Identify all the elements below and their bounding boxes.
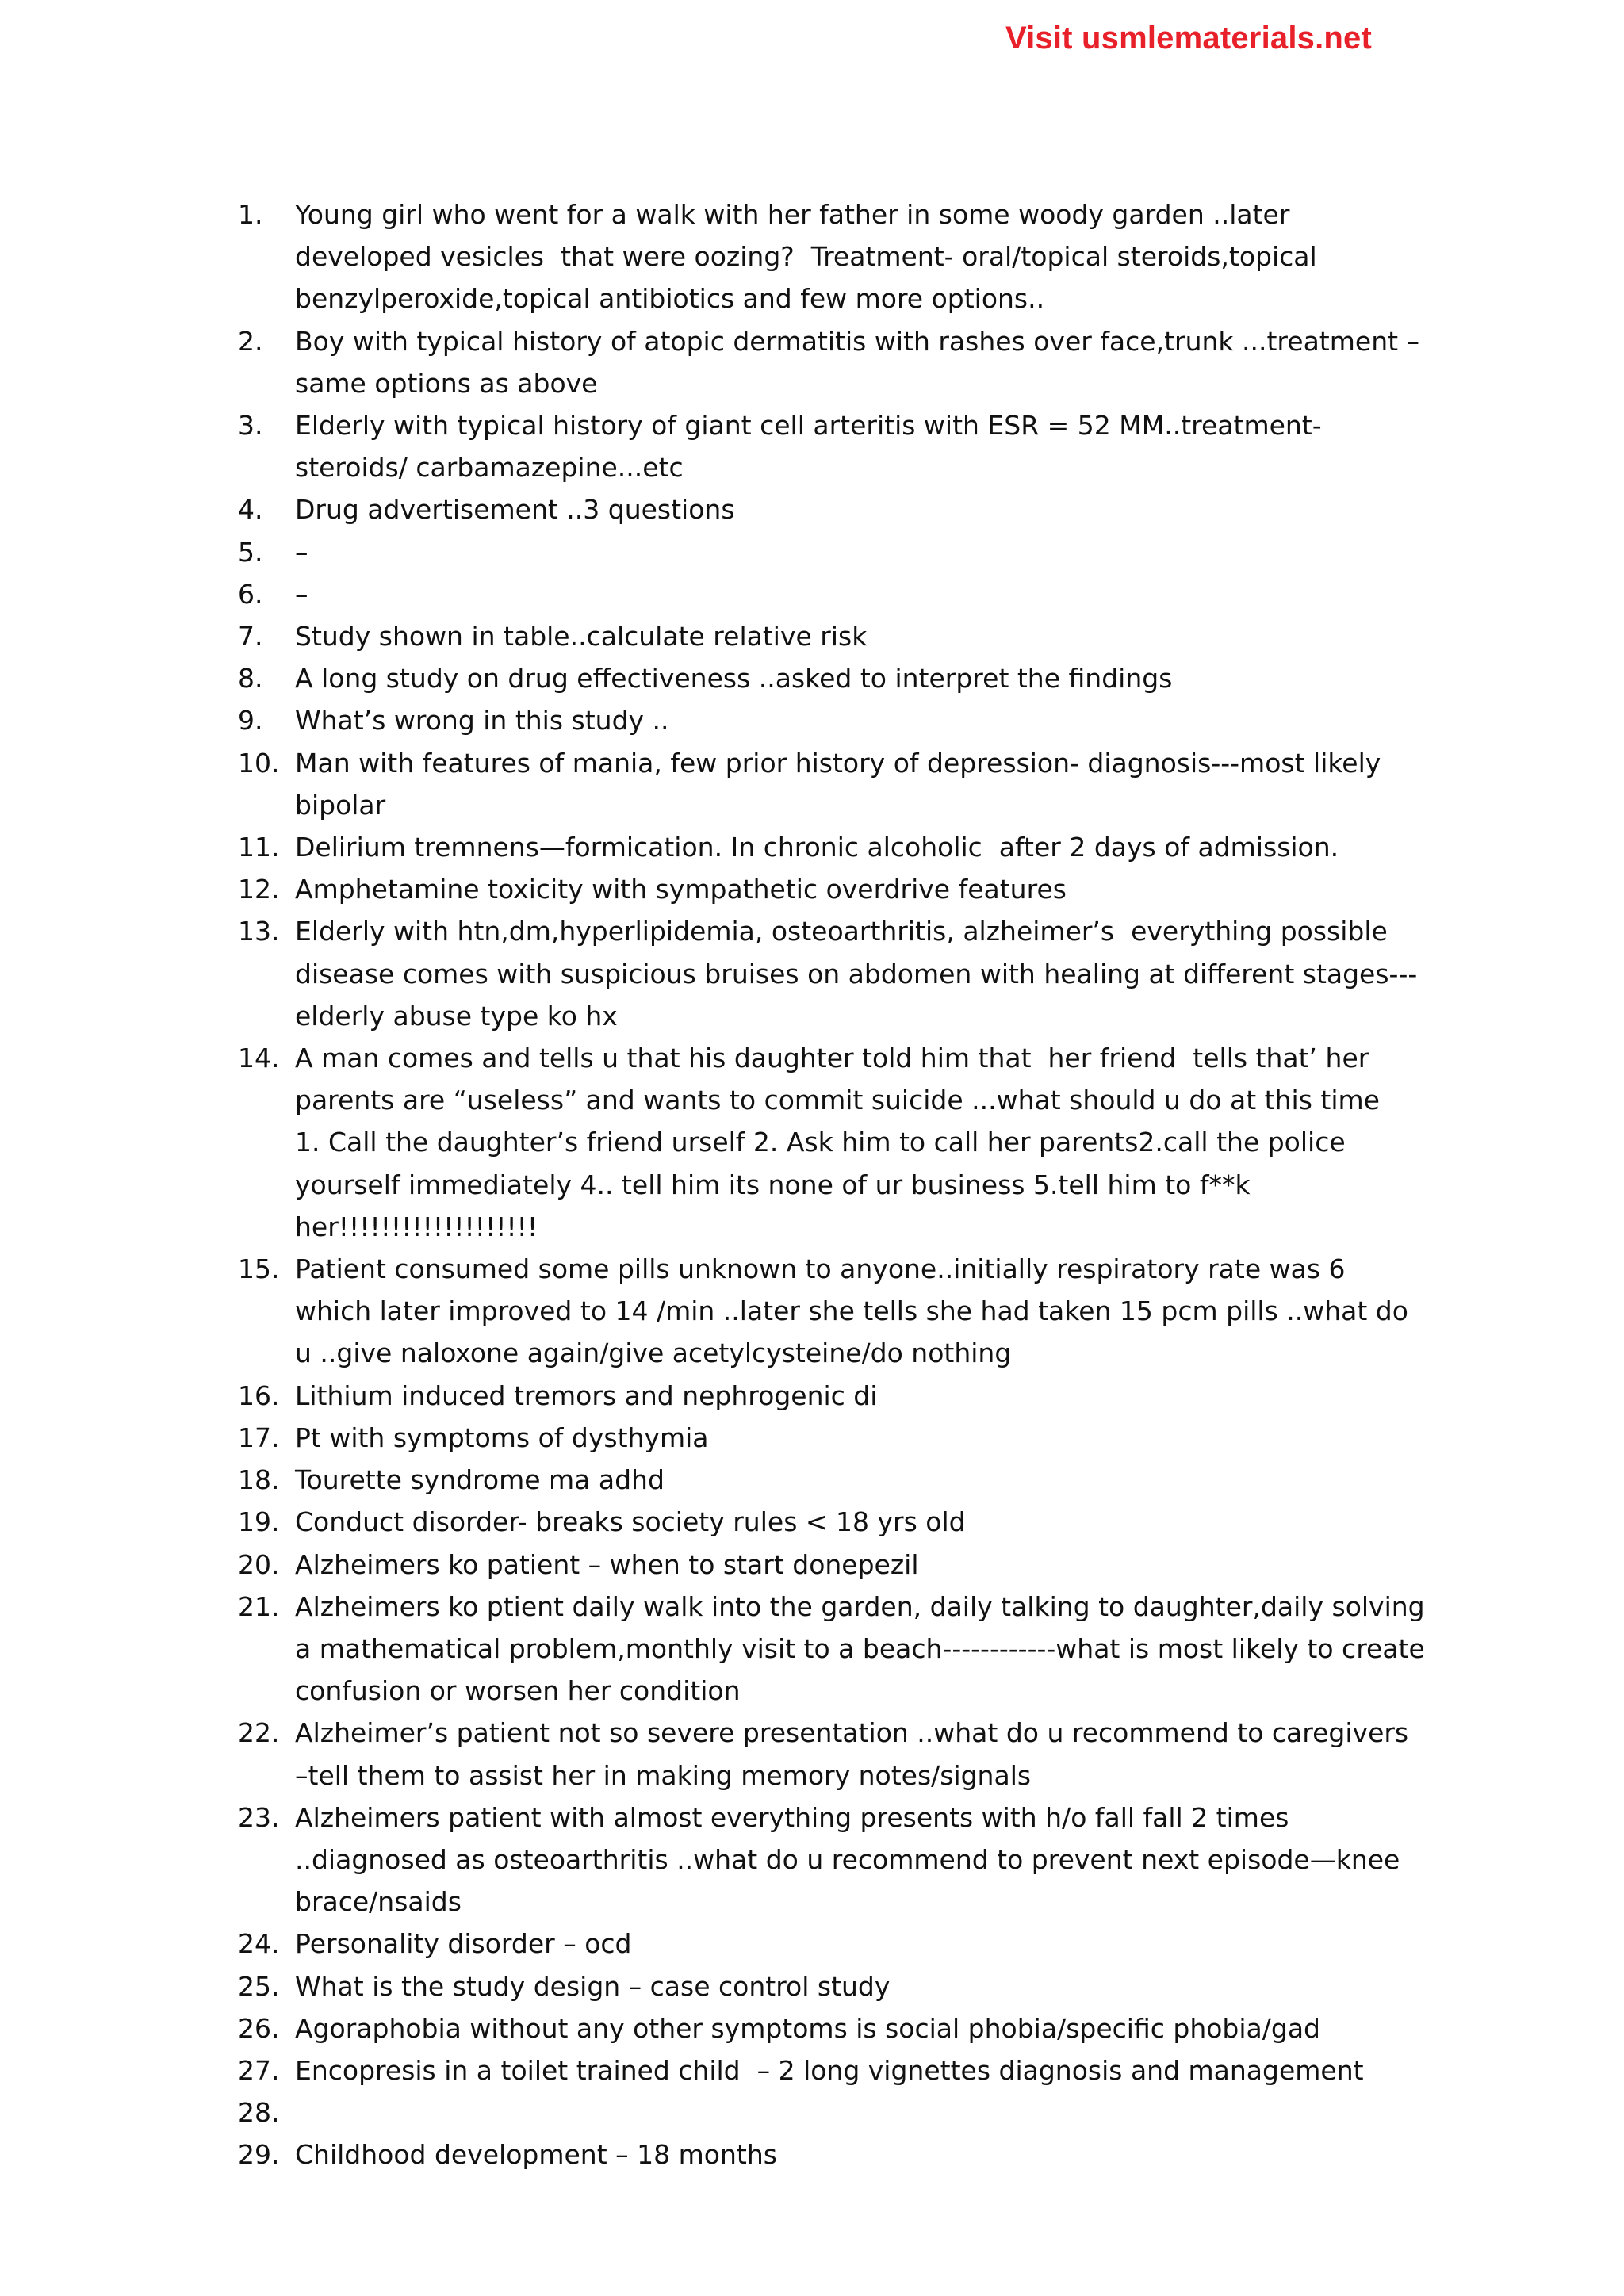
list-item-number: 3. <box>238 410 263 442</box>
list-item <box>238 826 1427 868</box>
list-item-text: Conduct disorder- breaks society rules < 18 yrs old <box>295 1506 966 1538</box>
list-item-number: 14. <box>238 1043 280 1074</box>
list-item-number: 13. <box>238 916 280 947</box>
list-item-text: Boy with typical history of atopic dermatitis with rashes over face,trunk ...treatment –same options as above <box>295 325 1420 399</box>
list-item <box>238 1459 1427 1501</box>
list-item-number: 28. <box>238 2097 280 2129</box>
list-item <box>238 404 1427 488</box>
list-item-text: Alzheimers patient with almost everything presents with h/o fall fall 2 times ..diagnosed as osteoarthritis ..what do u recommend to prevent next episode—knee brace/nsaids <box>295 1801 1408 1918</box>
list-item <box>238 742 1427 826</box>
list-item-text: Drug advertisement ..3 questions <box>295 494 735 526</box>
list-item <box>238 573 1427 615</box>
list-item-text: Alzheimers ko ptient daily walk into the garden, daily talking to daughter,daily solving a mathematical problem,monthly visit to a beach------------what is most likely to create confusion or worsen her condition <box>295 1590 1434 1707</box>
notes-list <box>238 193 1480 2176</box>
list-item-text: Man with features of mania, few prior history of depression- diagnosis---most likely bipolar <box>295 747 1389 821</box>
list-item-number: 8. <box>238 663 263 695</box>
list-item <box>238 1712 1427 1796</box>
list-item-number: 19. <box>238 1506 280 1538</box>
list-item <box>238 1544 1427 1586</box>
list-item-number: 2. <box>238 325 263 357</box>
list-item <box>238 1248 1427 1375</box>
list-item <box>238 320 1427 404</box>
list-item-text <box>295 2091 1427 2133</box>
list-item-number: 25. <box>238 1970 280 2002</box>
list-item-number: 4. <box>238 494 263 526</box>
list-item-text: Elderly with typical history of giant cell arteritis with ESR = 52 MM..treatment- steroids/ carbamazepine...etc <box>295 410 1331 484</box>
list-item <box>238 2133 1427 2175</box>
list-item <box>238 1501 1427 1543</box>
list-item-text: Encopresis in a toilet trained child – 2 long vignettes diagnosis and management <box>295 2054 1364 2086</box>
list-item-number: 7. <box>238 621 263 652</box>
list-item <box>238 868 1427 910</box>
list-item-text: A long study on drug effectiveness ..asked to interpret the findings <box>295 663 1173 695</box>
list-item <box>238 1375 1427 1417</box>
list-item <box>238 910 1427 1037</box>
list-item <box>238 531 1427 573</box>
list-item <box>238 1417 1427 1459</box>
list-item <box>238 615 1427 657</box>
list-item <box>238 699 1427 741</box>
site-link[interactable]: Visit usmlematerials.net <box>1005 21 1372 55</box>
list-item-number: 27. <box>238 2054 280 2086</box>
list-item-text: Childhood development – 18 months <box>295 2139 777 2171</box>
list-item <box>238 488 1427 530</box>
list-item-text: Agoraphobia without any other symptoms is social phobia/specific phobia/gad <box>295 2012 1320 2044</box>
list-item-number: 22. <box>238 1717 280 1749</box>
list-item-text: Patient consumed some pills unknown to anyone..initially respiratory rate was 6 which later improved to 14 /min ..later she tells she had taken 15 pcm pills ..what do u ..give naloxone again/give acetylcysteine/do nothing <box>295 1253 1417 1369</box>
list-item-number: 15. <box>238 1253 280 1285</box>
list-item <box>238 1965 1427 2007</box>
list-item-number: 1. <box>238 199 263 230</box>
list-item <box>238 1037 1480 1248</box>
list-item-text: Alzheimers ko patient – when to start donepezil <box>295 1548 919 1580</box>
list-item-number: 24. <box>238 1928 280 1960</box>
list-item-number: 11. <box>238 832 280 863</box>
list-item-text: A man comes and tells u that his daughter told him that her friend tells that’ her parents are “useless” and wants to commit suicide ...what should u do at this time 1. Call the daughter’s friend urself 2. Ask him to call her parents2.call the police yourself immediately 4.. tell him its none of ur business 5.tell him to f**k her!!!!!!!!!!!!!!!!!!! <box>295 1043 1480 1242</box>
list-item-text: Lithium induced tremors and nephrogenic di <box>295 1380 878 1411</box>
list-item <box>238 2007 1427 2049</box>
list-item-number: 17. <box>238 1422 280 1453</box>
list-item-number: 6. <box>238 578 263 610</box>
list-item-text: What’s wrong in this study .. <box>295 705 669 737</box>
list-item-number: 16. <box>238 1380 280 1411</box>
list-item-number: 23. <box>238 1801 280 1833</box>
list-item-text: Amphetamine toxicity with sympathetic overdrive features <box>295 874 1067 905</box>
list-item <box>238 193 1427 320</box>
list-item-number: 18. <box>238 1464 280 1496</box>
list-item-number: 26. <box>238 2012 280 2044</box>
list-item-number: 5. <box>238 536 263 568</box>
list-item <box>238 657 1427 699</box>
list-item <box>238 2049 1427 2091</box>
list-item <box>238 1586 1434 1712</box>
list-item-text: Alzheimer’s patient not so severe presentation ..what do u recommend to caregivers –tell them to assist her in making memory notes/signals <box>295 1717 1417 1791</box>
list-item-number: 9. <box>238 705 263 737</box>
list-item-text: Elderly with htn,dm,hyperlipidemia, osteoarthritis, alzheimer’s everything possible disease comes with suspicious bruises on abdomen with healing at different stages---elderly abuse type ko hx <box>295 916 1418 1031</box>
list-item-number: 20. <box>238 1548 280 1580</box>
list-item-text: Personality disorder – ocd <box>295 1928 632 1960</box>
list-item-text: What is the study design – case control study <box>295 1970 891 2002</box>
list-item-text: Delirium tremnens—formication. In chronic alcoholic after 2 days of admission. <box>295 832 1339 863</box>
list-item-text: Young girl who went for a walk with her father in some woody garden ..later developed vesicles that were oozing? Treatment- oral/topical steroids,topical benzylperoxide,topical antibiotics and few more options.. <box>295 199 1326 315</box>
list-item-number: 10. <box>238 747 280 779</box>
list-item-text: Study shown in table..calculate relative risk <box>295 621 868 652</box>
list-item-number: 12. <box>238 874 280 905</box>
list-item <box>238 1797 1427 1923</box>
list-item-text: – <box>295 536 308 568</box>
list-item-number: 21. <box>238 1590 280 1622</box>
list-item <box>238 1923 1427 1965</box>
list-item-text: Pt with symptoms of dysthymia <box>295 1422 709 1453</box>
list-item <box>238 2091 1427 2133</box>
list-item-text: Tourette syndrome ma adhd <box>295 1464 665 1496</box>
list-item-text: – <box>295 578 308 610</box>
list-item-number: 29. <box>238 2139 280 2171</box>
